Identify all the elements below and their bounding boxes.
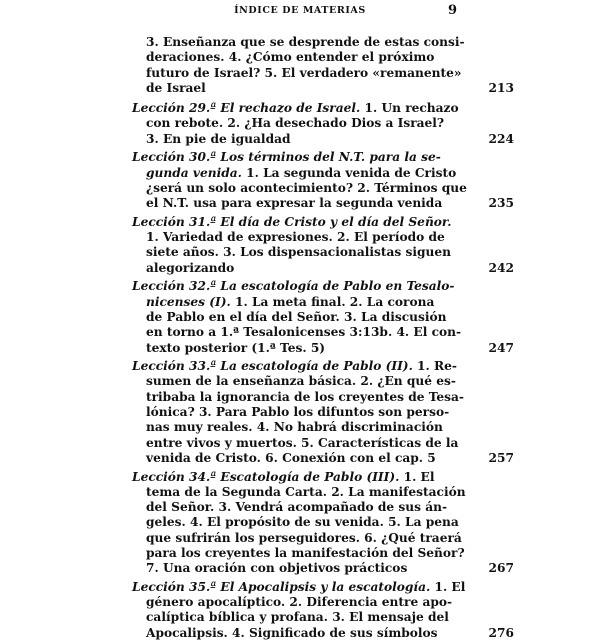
toc-line bbox=[132, 215, 468, 230]
toc-line bbox=[132, 470, 468, 485]
lesson-title-cont: nicenses (I). bbox=[146, 294, 231, 309]
toc-line: del Señor. 3. Vendrá acompañado de sus án- bbox=[146, 500, 448, 515]
toc-entry-lesson-30 bbox=[132, 150, 514, 211]
toc-page-number: 276 bbox=[488, 625, 514, 640]
toc-page-number: 267 bbox=[488, 561, 514, 576]
toc-line: siete años. 3. Los dispensacionalistas siguen bbox=[146, 245, 451, 260]
toc-entry-lesson-34 bbox=[132, 469, 514, 577]
toc-entry-lesson-29 bbox=[132, 101, 514, 147]
toc-page-number: 235 bbox=[488, 196, 514, 211]
header-title: ÍNDICE DE MATERIAS bbox=[234, 5, 366, 16]
lesson-text: 1. Un rechazo bbox=[360, 101, 459, 116]
lesson-text: 1. La meta final. 2. La corona bbox=[230, 294, 435, 309]
toc-line: ¿será un solo acontecimiento? 2. Términos que bbox=[146, 180, 467, 195]
toc-line bbox=[132, 359, 468, 374]
lesson-title: Lección 34.ª Escatología de Pablo (III). bbox=[132, 469, 400, 484]
lesson-title: Lección 31.ª El día de Cristo y el día del Señor. bbox=[132, 214, 452, 229]
toc-line: que sufrirán los perseguidores. 6. ¿Qué traerá bbox=[146, 530, 462, 545]
toc-entry-lesson-35 bbox=[132, 579, 514, 641]
toc-line bbox=[146, 166, 468, 181]
toc-line: Apocalipsis. 4. Significado de sus símbolos bbox=[146, 625, 438, 640]
lesson-title: Lección 32.ª La escatología de Pablo en Tesalo- bbox=[132, 279, 455, 294]
toc-line: 3. Enseñanza que se desprende de estas consi- bbox=[146, 35, 465, 49]
toc-line: alegorizando bbox=[146, 260, 235, 275]
header-page-number: 9 bbox=[448, 3, 458, 18]
toc-line: 1. Variedad de expresiones. 2. El período de bbox=[146, 230, 445, 245]
toc-line: futuro de Israel? 5. El verdadero «remanente» bbox=[146, 65, 462, 80]
lesson-text: 1. El bbox=[399, 469, 435, 484]
lesson-title: Lección 33.ª La escatología de Pablo (II). bbox=[132, 359, 413, 374]
running-header bbox=[0, 5, 600, 25]
toc-line: 7. Una oración con objetivos prácticos bbox=[146, 561, 408, 576]
lesson-text: 1. La segunda venida de Cristo bbox=[241, 165, 457, 180]
toc-page-number: 224 bbox=[488, 131, 514, 146]
toc-line: geles. 4. El propósito de su venida. 5. La pena bbox=[146, 515, 459, 530]
toc-line: deraciones. 4. ¿Cómo entender el próximo bbox=[146, 50, 435, 65]
lesson-text: 1. El bbox=[430, 579, 466, 594]
toc-line: 3. En pie de igualdad bbox=[146, 131, 291, 146]
toc-line: de Israel bbox=[146, 80, 206, 95]
toc-page-number: 242 bbox=[488, 260, 514, 275]
toc-line bbox=[132, 279, 468, 294]
lesson-title: Lección 30.ª Los términos del N.T. para la se- bbox=[132, 150, 441, 165]
lesson-text: 1. Re- bbox=[412, 359, 457, 374]
toc-entry-lesson-32 bbox=[132, 279, 514, 355]
toc-page-number: 213 bbox=[488, 80, 514, 95]
toc-entry-continued bbox=[132, 35, 514, 96]
lesson-title: Lección 35.ª El Apocalipsis y la escatología. bbox=[132, 579, 431, 594]
toc-line bbox=[146, 295, 468, 310]
toc-line: sumen de la enseñanza básica. 2. ¿En qué es- bbox=[146, 374, 456, 389]
toc-line: género apocalíptico. 2. Diferencia entre apo- bbox=[146, 595, 453, 610]
toc-line bbox=[132, 150, 468, 165]
toc-line: para los creyentes la manifestación del Señor? bbox=[146, 545, 465, 560]
toc-line: tema de la Segunda Carta. 2. La manifestación bbox=[146, 484, 466, 499]
toc-page-number: 247 bbox=[488, 340, 514, 355]
toc-line: de Pablo en el día del Señor. 3. La discusión bbox=[146, 309, 447, 324]
toc-line: calíptica bíblica y profana. 3. El mensaje del bbox=[146, 610, 449, 625]
toc-line: nas muy reales. 4. No habrá discriminación bbox=[146, 420, 443, 435]
toc-line: con rebote. 2. ¿Ha desechado Dios a Israel? bbox=[146, 116, 445, 131]
toc-line: lónica? 3. Para Pablo los difuntos son perso- bbox=[146, 405, 450, 420]
toc-line: entre vivos y muertos. 5. Características de la bbox=[146, 435, 459, 450]
table-of-contents bbox=[132, 35, 514, 644]
toc-line bbox=[132, 101, 468, 116]
lesson-title-cont: gunda venida. bbox=[146, 165, 242, 180]
toc-entry-lesson-31 bbox=[132, 214, 514, 276]
toc-line: venida de Cristo. 6. Conexión con el cap. 5 bbox=[146, 450, 436, 465]
toc-page-number: 257 bbox=[488, 450, 514, 465]
toc-entry-lesson-33 bbox=[132, 359, 514, 466]
toc-line bbox=[132, 580, 468, 595]
toc-line: el N.T. usa para expresar la segunda venida bbox=[146, 196, 443, 211]
lesson-title: Lección 29.ª El rechazo de Israel. bbox=[132, 101, 361, 116]
toc-line: en torno a 1.ª Tesalonicenses 3:13b. 4. El con- bbox=[146, 325, 462, 340]
toc-line: tribaba la ignorancia de los creyentes de Tesa- bbox=[146, 389, 464, 404]
toc-line: texto posterior (1.ª Tes. 5) bbox=[146, 340, 326, 355]
